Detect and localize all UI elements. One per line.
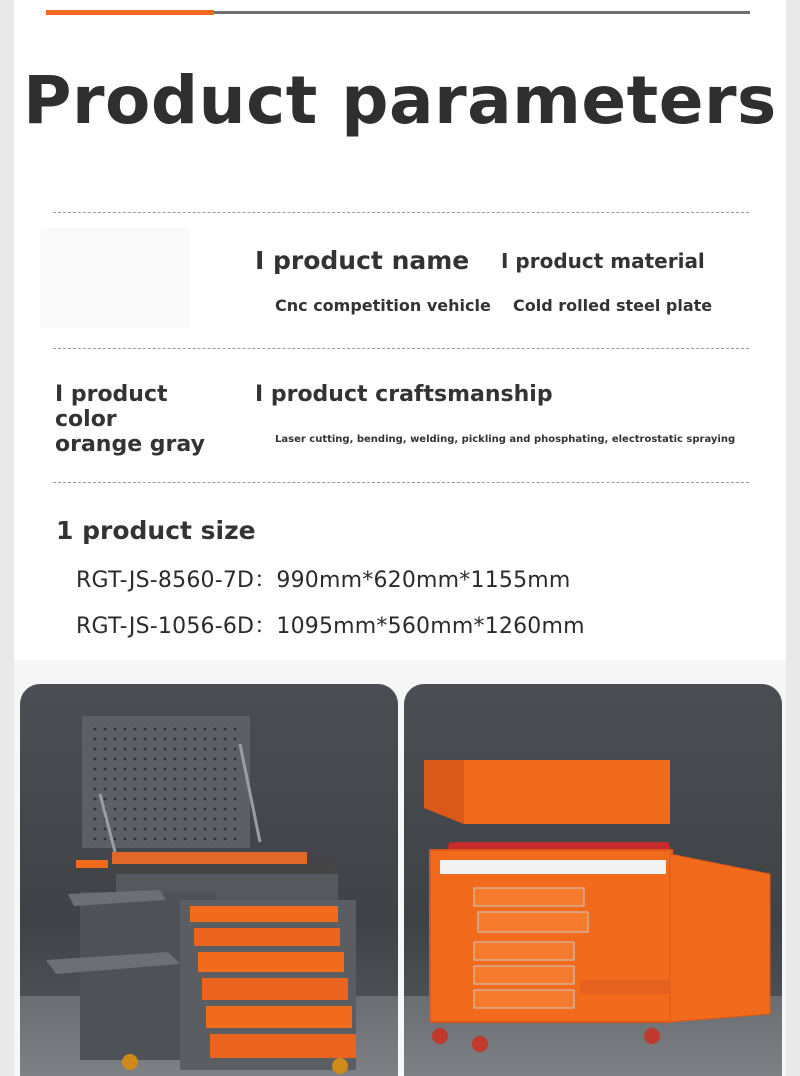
product-name-value: Cnc competition vehicle: [275, 296, 491, 315]
product-material-label: I product material: [501, 249, 705, 273]
header-rule: [46, 11, 750, 14]
product-photo-tool-cart: [20, 684, 398, 1076]
size-spec-row: RGT-JS-8560-7D：990mm*620mm*1155mm: [76, 568, 571, 593]
product-material-value: Cold rolled steel plate: [513, 296, 713, 315]
orange-cabinet-illustration: [404, 684, 782, 1076]
page-title: Product parameters: [23, 62, 777, 139]
header-accent-bar: [46, 10, 214, 15]
product-color-value: orange gray: [55, 432, 205, 457]
divider: [53, 348, 749, 349]
product-color-label-line1: I product: [55, 382, 168, 407]
right-margin: [786, 0, 800, 1076]
product-craftsmanship-value: Laser cutting, bending, welding, pickling and phosphating, electrostatic spraying: [275, 434, 736, 445]
product-craftsmanship-label: I product craftsmanship: [255, 382, 553, 407]
left-margin: [0, 0, 14, 1076]
divider: [53, 482, 749, 483]
product-photo-orange-cabinet: [404, 684, 782, 1076]
size-spec-row: RGT-JS-1056-6D：1095mm*560mm*1260mm: [76, 614, 585, 639]
divider: [53, 212, 749, 213]
product-size-title: 1 product size: [56, 516, 256, 545]
product-name-label: I product name: [255, 246, 470, 275]
product-color-label-line2: color: [55, 407, 117, 432]
tool-cart-illustration: [20, 684, 398, 1076]
faded-image: [40, 228, 190, 328]
